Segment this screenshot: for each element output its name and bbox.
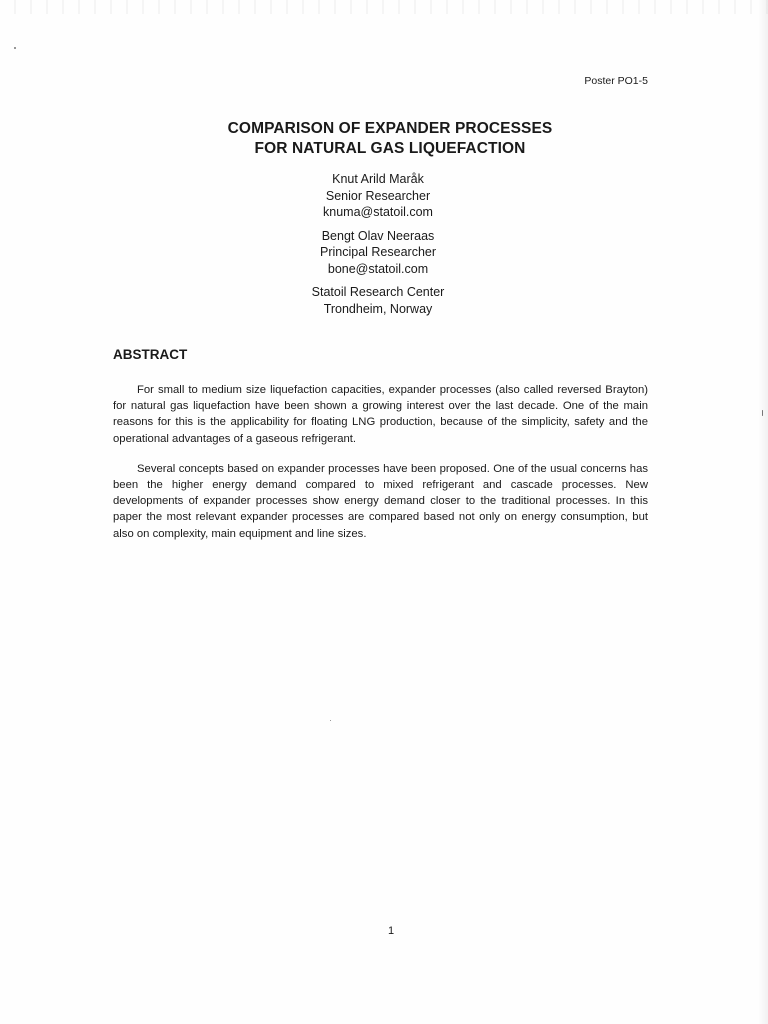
scan-speck: [762, 410, 763, 416]
affiliation: [0, 284, 756, 317]
author-role: Principal Researcher: [319, 245, 437, 259]
poster-id: Poster PO1-5: [584, 75, 648, 87]
author-block: [0, 171, 756, 324]
author-1: [0, 171, 756, 221]
abstract-paragraph-1: For small to medium size liquefaction capacities, expander processes (also called reversed Brayton) for natural gas liquefaction have been shown a growing interest over the last decade. One of the main reasons for this is the applicability for floating LNG production, because of the simplicity, safety and the operational advantages of a gaseous refrigerant.: [113, 384, 648, 445]
title-line-2: FOR NATURAL GAS LIQUEFACTION: [254, 140, 526, 157]
affiliation-organization: Statoil Research Center: [311, 285, 445, 299]
author-2: [0, 228, 756, 278]
author-name: Knut Arild Maråk: [332, 172, 424, 186]
affiliation-location: Trondheim, Norway: [323, 301, 433, 316]
title-line-1: COMPARISON OF EXPANDER PROCESSES: [227, 120, 553, 137]
author-email: bone@statoil.com: [327, 261, 429, 276]
scan-speck: [330, 720, 331, 721]
scan-artifact-top: [0, 0, 768, 14]
author-email: knuma@statoil.com: [323, 205, 433, 219]
abstract-body: [113, 382, 648, 556]
scan-speck: [14, 47, 16, 49]
author-name: Bengt Olav Neeraas: [321, 228, 435, 243]
author-role: Senior Researcher: [325, 188, 431, 203]
paper-title: [0, 119, 768, 159]
page-number: 1: [388, 925, 395, 937]
abstract-paragraph-2: Several concepts based on expander processes have been proposed. One of the usual concerns has been the higher energy demand compared to mixed refrigerant and cascade processes. New developments of expander processes show energy demand closer to the traditional processes. In this paper the most relevant expander processes are compared based not only on energy consumption, but also on complexity, main equipment and line sizes.: [113, 462, 648, 540]
abstract-heading: ABSTRACT: [113, 347, 188, 362]
